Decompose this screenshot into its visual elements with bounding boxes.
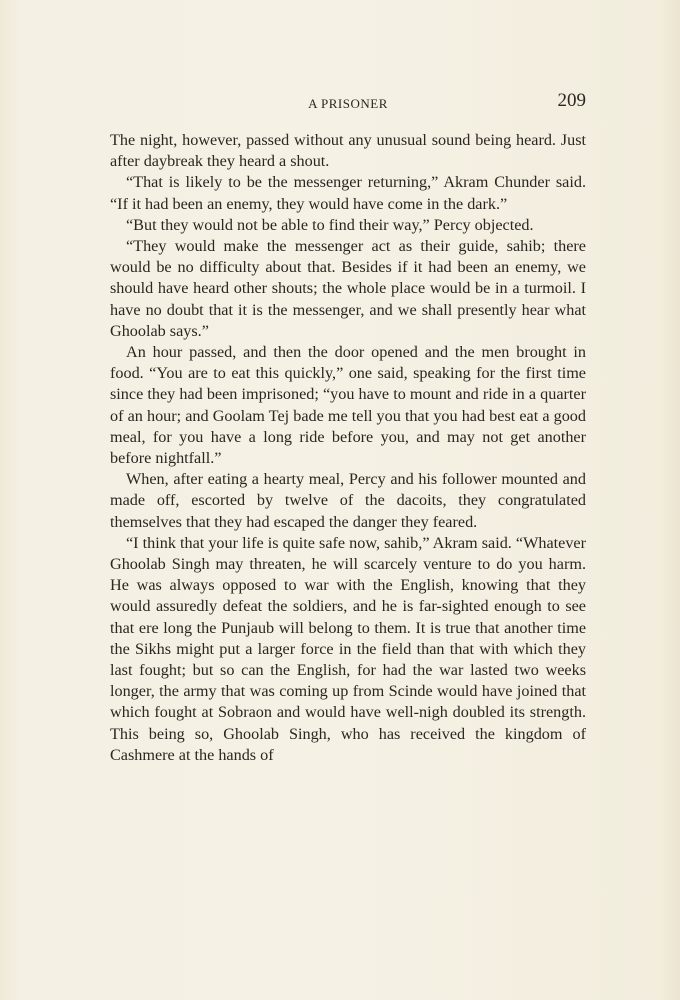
running-head: A PRISONER [308,96,388,111]
body-text [110,130,586,766]
paragraph: “That is likely to be the messenger returning,” Akram Chunder said. “If it had been an enemy, they would have come in the dark.” [110,173,586,213]
page-header [110,90,586,118]
page-number: 209 [557,90,586,111]
paragraph: When, after eating a hearty meal, Percy and his follower mounted and made off, escorted by twelve of the dacoits, they congratulated themselves that they had escaped the danger they feared. [110,470,586,531]
paragraph: “But they would not be able to find their way,” Percy objected. [126,215,534,234]
paragraph: “I think that your life is quite safe now, sahib,” Akram said. “Whatever Ghoolab Singh may threaten, he will scarcely venture to do you harm. He was always opposed to war with the English, knowing that they would assuredly defeat the soldiers, and he is far-sighted enough to see that ere long the Punjaub will belong to them. It is true that another time the Sikhs might put a larger force in the field than that with which they last fought; but so can the English, for had the war lasted two weeks longer, the army that was coming up from Scinde would have joined that which fought at Sobraon and would have well-nigh doubled its strength. This being so, Ghoolab Singh, who has received the kingdom of Cashmere at the hands of [110,533,586,764]
paragraph: “They would make the messenger act as their guide, sahib; there would be no difficulty about that. Besides if it had been an enemy, we should have heard other shouts; the whole place would be in a turmoil. I have no doubt that it is the messenger, and we shall presently hear what Ghoolab says.” [110,237,586,340]
paragraph: The night, however, passed without any unusual sound being heard. Just after daybreak they heard a shout. [110,131,586,171]
paragraph: An hour passed, and then the door opened and the men brought in food. “You are to eat this quickly,” one said, speaking for the first time since they had been imprisoned; “you have to mount and ride in a quarter of an hour; and Goolam Tej bade me tell you that you had best eat a good meal, for you have a long ride before you, and may not get another before nightfall.” [110,343,586,468]
